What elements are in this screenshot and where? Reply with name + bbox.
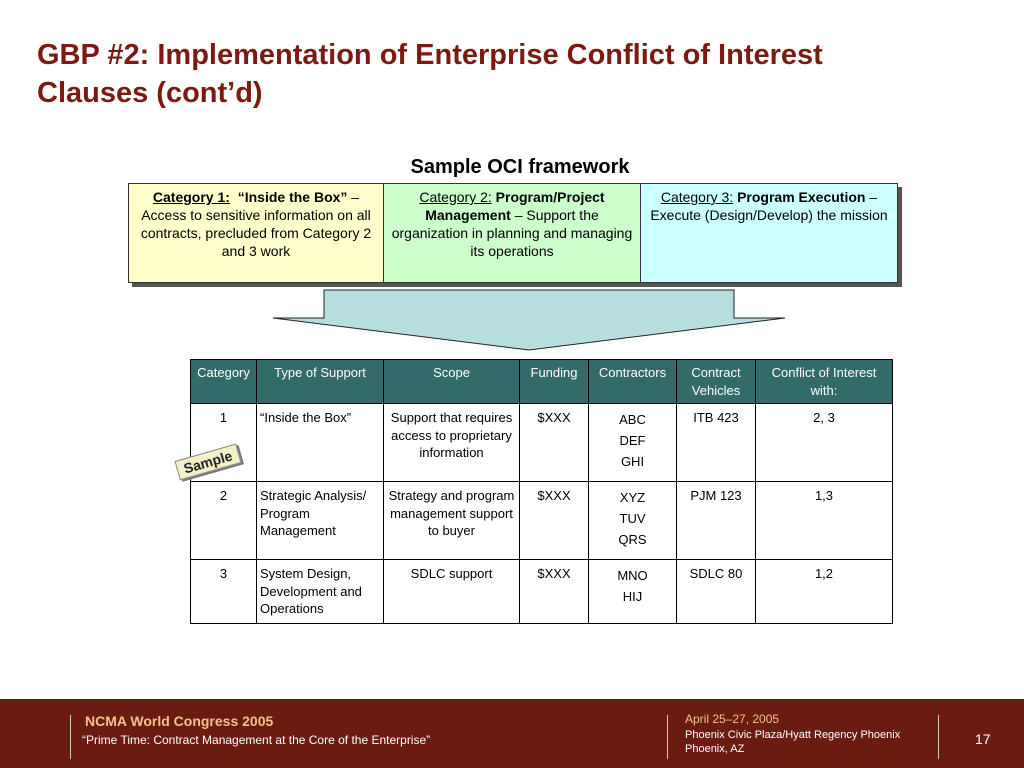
contractor: XYZ (619, 490, 646, 505)
sample-stamp: Sample (174, 444, 241, 481)
slide-title-line1: GBP #2: Implementation of Enterprise Conflict of Interest (37, 39, 823, 71)
cell-type: System Design, Development and Operations (257, 560, 384, 624)
cell-vehicle: PJM 123 (677, 482, 756, 560)
cell-funding: $XXX (520, 404, 589, 482)
footer-venue-line1: Phoenix Civic Plaza/Hyatt Regency Phoenix (685, 729, 901, 741)
category-2-label: Category 2: (419, 189, 492, 205)
contractor: HIJ (622, 589, 643, 604)
cell-vehicle: SDLC 80 (677, 560, 756, 624)
category-2-name: Program/Project Management (425, 189, 605, 223)
footer-divider (667, 715, 668, 759)
contractor: TUV (619, 511, 646, 526)
header-scope: Scope (384, 360, 520, 404)
category-3-label: Category 3: (660, 189, 734, 205)
header-type-of-support: Type of Support (257, 360, 384, 404)
cell-contractors (589, 482, 677, 560)
category-1-name: “Inside the Box” (237, 189, 348, 205)
cell-contractors (589, 404, 677, 482)
down-arrow-icon (272, 289, 792, 353)
header-contractors: Contractors (589, 360, 677, 404)
cell-type: Strategic Analysis/ Program Management (257, 482, 384, 560)
footer-tagline: “Prime Time: Contract Management at the Core of the Enterprise” (82, 733, 431, 747)
category-3-box (641, 184, 897, 282)
contractor: ABC (619, 412, 646, 427)
cell-vehicle: ITB 423 (677, 404, 756, 482)
footer-event: NCMA World Congress 2005 (85, 713, 274, 729)
footer-divider (70, 715, 71, 759)
cell-category: 2 (191, 482, 257, 560)
cell-scope: Strategy and program management support to buyer (384, 482, 520, 560)
category-2-description: – Support the organization in planning and managing its operations (391, 207, 633, 259)
category-2-box (384, 184, 641, 282)
table-row (191, 404, 893, 482)
footer-date: April 25–27, 2005 (685, 712, 780, 726)
category-framework (128, 183, 898, 283)
header-contract-vehicles: Contract Vehicles (677, 360, 756, 404)
footer (0, 699, 1024, 768)
slide-title-line2: Clauses (cont’d) (37, 77, 263, 109)
category-1-label: Category 1: (152, 189, 230, 205)
category-3-name: Program Execution (733, 189, 866, 205)
cell-category: 1 (191, 404, 257, 482)
header-funding: Funding (520, 360, 589, 404)
contractor: DEF (619, 433, 646, 448)
cell-category: 3 (191, 560, 257, 624)
table-row (191, 560, 893, 624)
page-number: 17 (975, 731, 991, 747)
cell-contractors (589, 560, 677, 624)
contractor: MNO (617, 568, 648, 583)
footer-venue (685, 728, 900, 756)
category-1-description: – Access to sensitive information on all contracts, precluded from Category 2 and 3 work (140, 189, 372, 259)
cell-scope: Support that requires access to proprietary information (384, 404, 520, 482)
category-1-box (129, 184, 384, 282)
table-row (191, 482, 893, 560)
cell-scope: SDLC support (384, 560, 520, 624)
table-header-row (191, 360, 893, 404)
footer-venue-line2: Phoenix, AZ (685, 743, 745, 755)
oci-table (190, 359, 893, 624)
cell-conflict: 1,2 (756, 560, 893, 624)
header-conflict-of-interest: Conflict of Interest with: (756, 360, 893, 404)
contractor: GHI (620, 454, 645, 469)
footer-divider (938, 715, 939, 759)
cell-type: “Inside the Box” (257, 404, 384, 482)
header-category: Category (191, 360, 257, 404)
category-3-description: – Execute (Design/Develop) the mission (650, 189, 888, 223)
cell-funding: $XXX (520, 560, 589, 624)
contractor: QRS (618, 532, 647, 547)
framework-title: Sample OCI framework (410, 156, 630, 178)
slide-title (37, 36, 997, 112)
cell-funding: $XXX (520, 482, 589, 560)
cell-conflict: 1,3 (756, 482, 893, 560)
cell-conflict: 2, 3 (756, 404, 893, 482)
